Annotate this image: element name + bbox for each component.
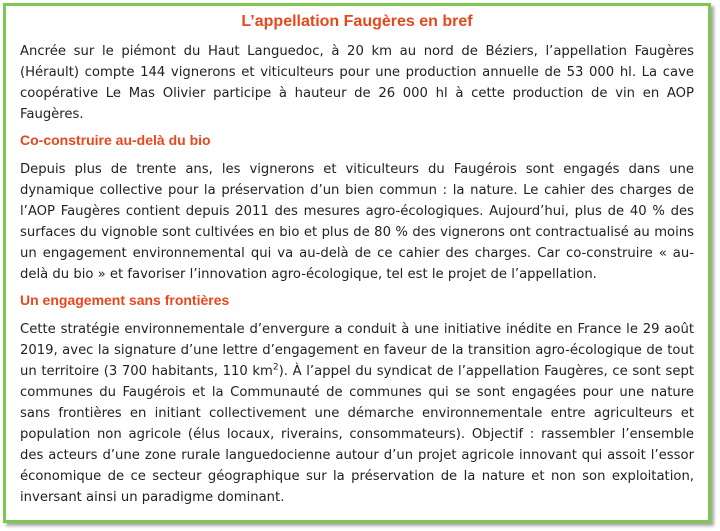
section-heading-co-construire: Co-construire au-delà du bio [20,132,211,148]
engagement-text-part1: Cette stratégie environnementale d’envergure a conduit à une initiative inédite en France le 29 août 2019, avec la signature d’une lettre d’engagement en faveur de la transition agro-écologique de tout un territoire (3 700 habitants, 110 km [20,322,694,379]
info-box [3,3,711,523]
box-title: L’appellation Faugères en bref [241,13,473,30]
engagement-text-part2: ). À l’appel du syndicat de l’appellation Faugères, ce sont sept communes du Faugérois et la Communauté de communes qui se sont engagées pour une nature sans frontières en initiant collectivement une démarche environnementale entre agriculteurs et population non agricole (élus locaux, riverains, consommateurs). Objectif : rassembler l’ensemble des acteurs d’une zone rurale languedocienne autour d’un projet agricole innovant qui assoit l’essor économique de ce secteur géographique sur la préservation de la nature et non son exploitation, inversant ainsi un paradigme dominant. [20,364,694,505]
section-body-co-construire: Depuis plus de trente ans, les vignerons et viticulteurs du Faugérois sont engagés dans une dynamique collective pour la préservation d’un bien commun : la nature. Le cahier des charges de l’AOP Faugères contient depuis 2011 des mesures agro-écologiques. Aujourd’hui, plus de 40 % des surfaces du vignoble sont cultivées en bio et plus de 80 % des vignerons ont contractualisé au moins un engagement environnemental qui va au-delà de ce cahier des charges. Car co-construire « au-delà du bio » et favoriser l’innovation agro-écologique, tel est le projet de l’appellation. [20,162,694,282]
section-heading-engagement: Un engagement sans frontières [20,292,230,308]
superscript-2: 2 [272,362,279,373]
section-body-engagement [20,319,694,508]
intro-paragraph: Ancrée sur le piémont du Haut Languedoc, à 20 km au nord de Béziers, l’appellation Faugères (Hérault) compte 144 vignerons et viticulteurs pour une production annuelle de 53 000 hl. La cave coopérative Le Mas Olivier participe à hauteur de 26 000 hl à cette production de vin en AOP Faugères. [20,44,694,122]
